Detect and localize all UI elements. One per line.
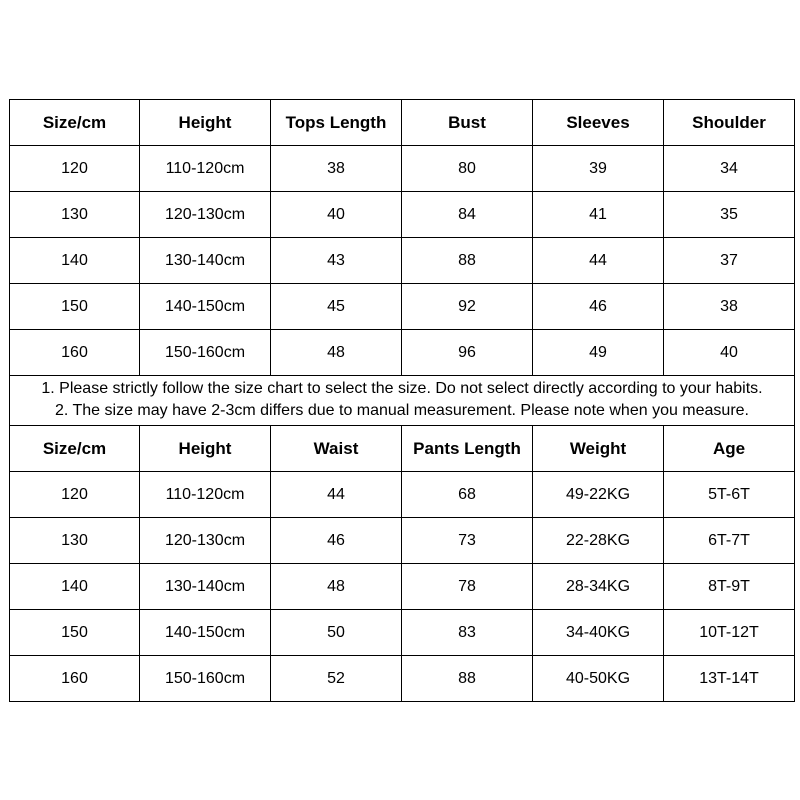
table-cell: 110-120cm: [140, 472, 271, 518]
table-row: [10, 656, 795, 702]
table-cell: 6T-7T: [664, 518, 795, 564]
table-cell: 52: [271, 656, 402, 702]
table-row: [10, 238, 795, 284]
tops-header-row: [10, 100, 795, 146]
table-cell: 120: [10, 472, 140, 518]
pants-table: [10, 426, 795, 702]
note-line-1: 1. Please strictly follow the size chart to select the size. Do not select directly according to your habits.: [10, 376, 795, 401]
table-cell: 43: [271, 238, 402, 284]
table-cell: 68: [402, 472, 533, 518]
table-cell: 80: [402, 146, 533, 192]
table-cell: 160: [10, 330, 140, 376]
pants-header-pants-length: Pants Length: [402, 426, 533, 472]
table-row: [10, 330, 795, 376]
pants-header-height: Height: [140, 426, 271, 472]
table-cell: 22-28KG: [533, 518, 664, 564]
table-row: [10, 518, 795, 564]
table-cell: 40-50KG: [533, 656, 664, 702]
table-cell: 84: [402, 192, 533, 238]
table-cell: 49: [533, 330, 664, 376]
table-cell: 46: [533, 284, 664, 330]
table-cell: 45: [271, 284, 402, 330]
table-cell: 150: [10, 284, 140, 330]
table-cell: 150-160cm: [140, 330, 271, 376]
table-cell: 13T-14T: [664, 656, 795, 702]
table-cell: 50: [271, 610, 402, 656]
table-cell: 48: [271, 564, 402, 610]
pants-header-row: [10, 426, 795, 472]
table-cell: 110-120cm: [140, 146, 271, 192]
table-cell: 140-150cm: [140, 610, 271, 656]
note-line-2: 2. The size may have 2-3cm differs due to manual measurement. Please note when you measure.: [10, 400, 795, 426]
table-cell: 130: [10, 518, 140, 564]
note-row: [10, 400, 795, 426]
table-row: [10, 284, 795, 330]
table-cell: 34: [664, 146, 795, 192]
tops-table: [10, 100, 795, 376]
table-cell: 120-130cm: [140, 192, 271, 238]
pants-header-size: Size/cm: [10, 426, 140, 472]
table-cell: 38: [664, 284, 795, 330]
table-cell: 92: [402, 284, 533, 330]
tops-header-bust: Bust: [402, 100, 533, 146]
table-cell: 5T-6T: [664, 472, 795, 518]
table-cell: 140: [10, 238, 140, 284]
table-cell: 88: [402, 656, 533, 702]
table-cell: 73: [402, 518, 533, 564]
tops-header-tops-length: Tops Length: [271, 100, 402, 146]
table-cell: 8T-9T: [664, 564, 795, 610]
table-row: [10, 610, 795, 656]
table-cell: 88: [402, 238, 533, 284]
table-cell: 35: [664, 192, 795, 238]
table-cell: 38: [271, 146, 402, 192]
tops-header-size: Size/cm: [10, 100, 140, 146]
pants-header-weight: Weight: [533, 426, 664, 472]
table-cell: 96: [402, 330, 533, 376]
table-cell: 78: [402, 564, 533, 610]
table-cell: 34-40KG: [533, 610, 664, 656]
table-cell: 140: [10, 564, 140, 610]
pants-header-waist: Waist: [271, 426, 402, 472]
table-cell: 44: [271, 472, 402, 518]
table-cell: 40: [664, 330, 795, 376]
pants-header-age: Age: [664, 426, 795, 472]
table-cell: 48: [271, 330, 402, 376]
table-cell: 150-160cm: [140, 656, 271, 702]
table-cell: 120-130cm: [140, 518, 271, 564]
table-cell: 140-150cm: [140, 284, 271, 330]
size-notes: [10, 376, 795, 426]
table-cell: 83: [402, 610, 533, 656]
tops-header-shoulder: Shoulder: [664, 100, 795, 146]
table-cell: 28-34KG: [533, 564, 664, 610]
table-cell: 130: [10, 192, 140, 238]
table-cell: 120: [10, 146, 140, 192]
table-cell: 130-140cm: [140, 564, 271, 610]
table-cell: 44: [533, 238, 664, 284]
table-cell: 40: [271, 192, 402, 238]
table-row: [10, 472, 795, 518]
table-cell: 130-140cm: [140, 238, 271, 284]
table-cell: 37: [664, 238, 795, 284]
table-row: [10, 192, 795, 238]
table-cell: 160: [10, 656, 140, 702]
table-row: [10, 146, 795, 192]
table-row: [10, 564, 795, 610]
note-row: [10, 376, 795, 401]
table-cell: 150: [10, 610, 140, 656]
tops-header-sleeves: Sleeves: [533, 100, 664, 146]
table-cell: 39: [533, 146, 664, 192]
table-cell: 10T-12T: [664, 610, 795, 656]
tops-header-height: Height: [140, 100, 271, 146]
table-cell: 41: [533, 192, 664, 238]
table-cell: 46: [271, 518, 402, 564]
size-chart: [9, 99, 795, 702]
table-cell: 49-22KG: [533, 472, 664, 518]
